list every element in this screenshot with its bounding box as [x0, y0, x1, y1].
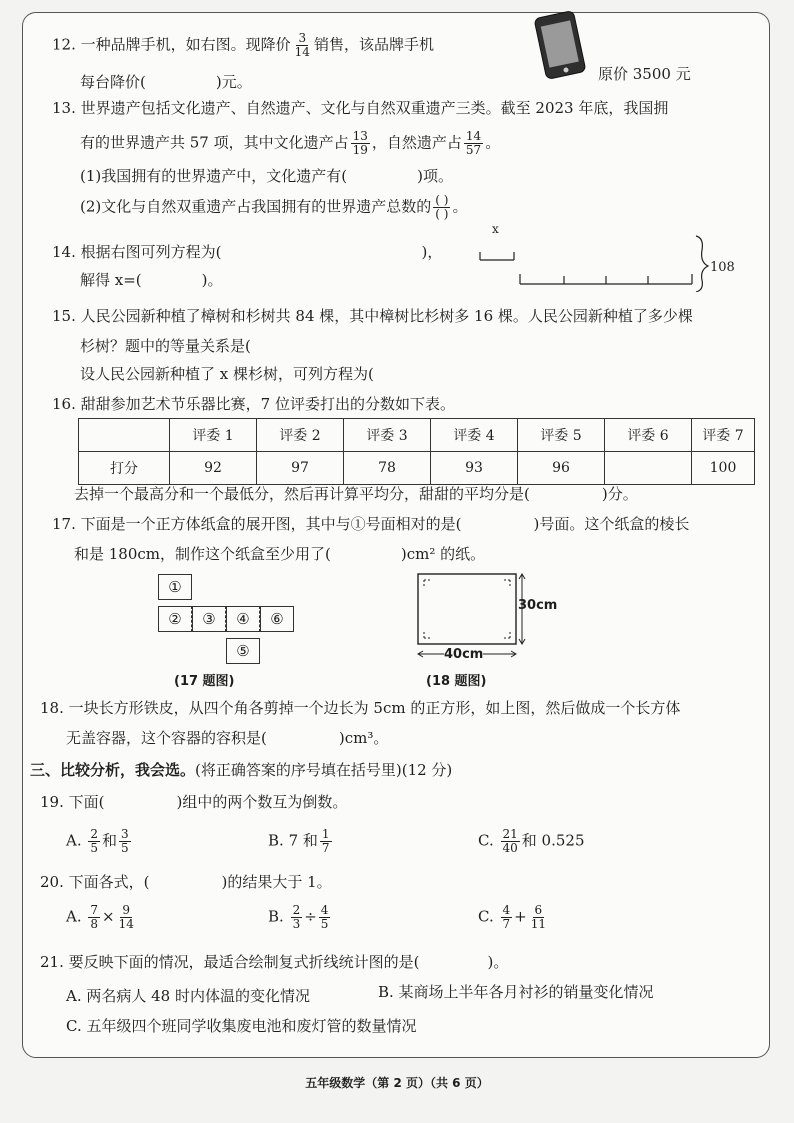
table-header-cell: 评委 1 — [170, 419, 257, 452]
option-19-c[interactable] — [478, 828, 585, 855]
fraction — [319, 904, 331, 931]
denominator: 14 — [294, 45, 310, 59]
question-text: 每台降价( — [80, 73, 146, 91]
table-header-cell: 评委 3 — [344, 419, 431, 452]
question-text: 无盖容器，这个容器的容积是( — [66, 729, 267, 747]
section-title: 三、比较分析，我会选。 — [30, 761, 196, 779]
original-price-label: 原价 3500 元 — [598, 65, 691, 83]
question-13-sub-2 — [80, 194, 467, 221]
question-text: 。 — [485, 133, 501, 152]
question-12-line-1 — [52, 32, 434, 59]
fraction — [501, 828, 520, 855]
numerator: 9 — [122, 903, 131, 917]
question-number: 15. — [52, 307, 76, 325]
denominator: 40 — [502, 841, 518, 855]
option-label: C. — [478, 831, 494, 850]
option-text: 和 — [102, 831, 118, 850]
question-15-line-1 — [52, 306, 693, 326]
numerator: 2 — [292, 903, 301, 917]
option-label: A. — [66, 831, 82, 850]
numerator: 7 — [90, 903, 99, 917]
question-text: 和是 180cm，制作这个纸盒至少用了( — [74, 545, 331, 563]
question-text: (2)文化与自然双重遗产占我国拥有的世界遗产总数的 — [80, 197, 432, 216]
question-13-sub-1 — [80, 166, 453, 186]
option-label: A. — [66, 907, 82, 926]
numerator: 4 — [320, 903, 329, 917]
question-19-stem — [40, 792, 347, 812]
denominator: 5 — [90, 841, 99, 855]
question-text: 有的世界遗产共 57 项，其中文化遗产占 — [80, 133, 349, 152]
question-12-line-2 — [80, 72, 252, 92]
question-16-tail — [74, 484, 638, 504]
question-text: 一块长方形铁皮，从四个角各剪掉一个边长为 5cm 的正方形，如上图，然后做成一个长方体 — [68, 699, 681, 717]
question-number: 14. — [52, 243, 76, 261]
section-note: (将正确答案的序号填在括号里)(12 分) — [195, 761, 453, 779]
operator: ÷ — [304, 907, 317, 926]
numerator: 3 — [298, 31, 307, 45]
answer-fraction-blank[interactable] — [433, 194, 450, 221]
question-17-line-1 — [52, 514, 689, 534]
operator: × — [102, 907, 115, 926]
fraction — [293, 32, 312, 59]
fraction — [501, 904, 513, 931]
option-21-a[interactable]: A. 两名病人 48 时内体温的变化情况 — [66, 987, 310, 1005]
question-text: )号面。这个纸盒的棱长 — [533, 515, 690, 533]
denominator: 14 — [118, 917, 134, 931]
denominator: 7 — [502, 917, 511, 931]
question-text: 要反映下面的情况，最适合绘制复式折线统计图的是( — [68, 953, 420, 971]
question-18-line-2 — [66, 728, 388, 748]
question-text: ，自然遗产占 — [371, 133, 462, 152]
question-text: )cm³。 — [338, 729, 389, 747]
question-20-stem — [40, 872, 332, 892]
question-13-line-2 — [80, 130, 500, 157]
net-face-1: ① — [158, 574, 192, 600]
segment-diagram — [470, 222, 770, 292]
denominator: 8 — [90, 917, 99, 931]
question-number: 19. — [40, 793, 64, 811]
table-cell: 打分 — [79, 452, 170, 485]
fraction — [351, 130, 370, 157]
denominator: 5 — [320, 917, 329, 931]
table-cell: 100 — [692, 452, 755, 485]
question-17-line-2 — [74, 544, 485, 564]
question-text: )。 — [201, 271, 223, 289]
denominator: 57 — [465, 143, 482, 157]
table-header-row — [79, 419, 755, 452]
diagram-total-label: 108 — [710, 260, 735, 275]
table-cell: 92 — [170, 452, 257, 485]
option-21-c[interactable]: C. 五年级四个班同学收集废电池和废灯管的数量情况 — [66, 1017, 417, 1035]
denominator: 11 — [530, 917, 546, 931]
question-text: )元。 — [215, 73, 252, 91]
question-text: 一种品牌手机，如右图。现降价 — [80, 35, 291, 54]
question-text: 下面各式，( — [68, 873, 150, 891]
question-text: )分。 — [601, 485, 638, 503]
denominator: 3 — [292, 917, 301, 931]
table-cell: 93 — [431, 452, 518, 485]
numerator: 3 — [121, 827, 129, 841]
denominator: 7 — [321, 841, 330, 855]
question-13-line-1 — [52, 98, 668, 118]
numerator: 1 — [321, 827, 330, 841]
fraction — [464, 130, 483, 157]
table-cell: 78 — [344, 452, 431, 485]
question-number: 20. — [40, 873, 64, 891]
question-text: 甜甜参加艺术节乐器比赛，7 位评委打出的分数如下表。 — [80, 395, 455, 413]
numerator: 6 — [534, 903, 543, 917]
net-face-6: ⑥ — [260, 606, 294, 632]
figure-17-caption: (17 题图) — [174, 674, 235, 689]
table-header-cell: 评委 2 — [257, 419, 344, 452]
option-text: 7 和 — [288, 831, 318, 850]
option-label: B. — [268, 907, 284, 926]
question-14-line-2 — [80, 270, 223, 290]
question-text: 销售，该品牌手机 — [313, 35, 434, 54]
table-cell: 96 — [518, 452, 605, 485]
numerator: 2 — [90, 827, 99, 841]
option-19-b[interactable] — [268, 828, 334, 855]
net-face-3: ③ — [192, 606, 226, 632]
question-text: )项。 — [417, 167, 453, 185]
option-20-b[interactable] — [268, 904, 332, 931]
fraction — [291, 904, 303, 931]
question-text: )组中的两个数互为倒数。 — [176, 793, 348, 811]
width-label: 40cm — [444, 647, 484, 662]
figure-18-caption: (18 题图) — [426, 674, 487, 689]
fraction — [117, 904, 136, 931]
question-number: 17. — [52, 515, 76, 533]
table-header-cell: 评委 4 — [431, 419, 518, 452]
table-header-cell: 评委 5 — [518, 419, 605, 452]
question-number: 12. — [52, 35, 76, 54]
question-text: 下面( — [68, 793, 105, 811]
fraction — [119, 828, 131, 855]
numerator: 4 — [502, 903, 511, 917]
net-face-2: ② — [158, 606, 192, 632]
denominator: 19 — [352, 143, 368, 157]
table-cell: 97 — [257, 452, 344, 485]
question-text: )， — [421, 243, 443, 261]
option-label: B. — [268, 831, 284, 850]
option-20-c[interactable] — [478, 904, 550, 931]
sheet-metal-diagram — [410, 568, 560, 668]
fraction — [88, 828, 100, 855]
question-text: 解得 x=( — [80, 271, 142, 289]
phone-icon — [532, 10, 596, 82]
question-text: (1)我国拥有的世界遗产中，文化遗产有( — [80, 167, 348, 185]
numerator: 14 — [465, 129, 482, 143]
question-21-stem — [40, 952, 508, 972]
fraction — [88, 904, 100, 931]
diagram-x-label: x — [492, 222, 499, 236]
question-number: 13. — [52, 99, 76, 117]
table-row — [79, 452, 755, 485]
numerator-blank: ( ) — [435, 193, 449, 207]
question-15-line-2: 杉树？题中的等量关系是( — [80, 337, 251, 355]
numerator: 21 — [502, 827, 518, 841]
denominator-blank: ( ) — [435, 207, 449, 221]
operator: + — [514, 907, 527, 926]
question-text: 世界遗产包括文化遗产、自然遗产、文化与自然双重遗产三类。截至 2023 年底，我国拥 — [80, 99, 669, 117]
question-text: )。 — [487, 953, 509, 971]
question-18-line-1 — [40, 698, 680, 718]
option-21-b[interactable]: B. 某商场上半年各月衬衫的销量变化情况 — [378, 983, 654, 1001]
table-header-cell: 评委 7 — [692, 419, 755, 452]
table-cell[interactable] — [605, 452, 692, 485]
question-text: 根据右图可列方程为( — [80, 243, 222, 261]
question-text: )cm² 的纸。 — [400, 545, 486, 563]
option-20-a[interactable] — [66, 904, 138, 931]
question-number: 21. — [40, 953, 64, 971]
question-number: 16. — [52, 395, 76, 413]
net-face-4: ④ — [226, 606, 260, 632]
option-label: C. — [478, 907, 494, 926]
question-text: 人民公园新种植了樟树和杉树共 84 棵，其中樟树比杉树多 16 棵。人民公园新种植了多少棵 — [80, 307, 693, 325]
table-header-cell: 评委 6 — [605, 419, 692, 452]
question-text: 。 — [452, 197, 468, 216]
page-footer: 五年级数学（第 2 页）（共 6 页） — [305, 1076, 489, 1090]
question-number: 18. — [40, 699, 64, 717]
question-14-line-1 — [52, 242, 442, 262]
question-16-intro — [52, 394, 455, 414]
height-label: 30cm — [518, 598, 558, 613]
option-text: 和 0.525 — [521, 831, 585, 850]
denominator: 5 — [121, 841, 129, 855]
section-3-heading — [30, 760, 452, 780]
numerator: 13 — [352, 129, 368, 143]
question-text: 去掉一个最高分和一个最低分，然后再计算平均分，甜甜的平均分是( — [74, 485, 530, 503]
net-face-5: ⑤ — [226, 638, 260, 664]
table-header-cell — [79, 419, 170, 452]
option-19-a[interactable] — [66, 828, 133, 855]
fraction — [320, 828, 332, 855]
score-table — [78, 418, 755, 485]
fraction — [529, 904, 548, 931]
question-text: )的结果大于 1。 — [221, 873, 332, 891]
question-15-line-3: 设人民公园新种植了 x 棵杉树，可列方程为( — [80, 365, 374, 383]
question-text: 下面是一个正方体纸盒的展开图，其中与①号面相对的是( — [80, 515, 462, 533]
